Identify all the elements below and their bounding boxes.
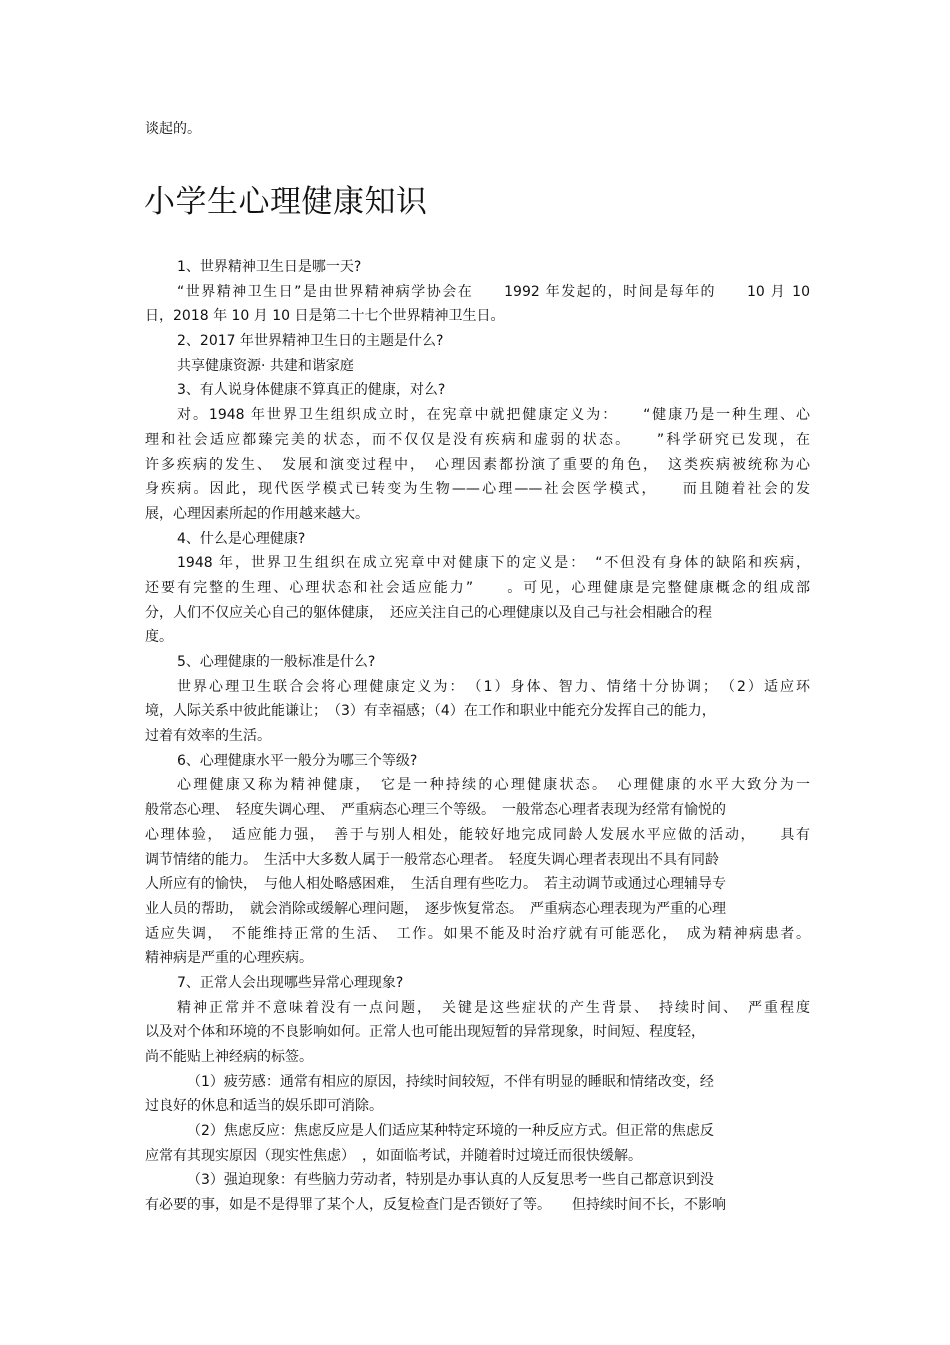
text-line: 许多疾病的发生、 发展和演变过程中， 心理因素都扮演了重要的角色， 这类疾病被统称为心 xyxy=(145,456,810,473)
text-line: 6、心理健康水平一般分为哪三个等级? xyxy=(177,752,418,769)
text-line: （1）疲劳感：通常有相应的原因，持续时间较短，不伴有明显的睡眠和情绪改变，经 xyxy=(187,1073,714,1090)
text-line: （3）强迫现象：有些脑力劳动者，特别是办事认真的人反复思考一些自己都意识到没 xyxy=(187,1172,714,1189)
text-line: 对。1948 年世界卫生组织成立时，在宪章中就把健康定义为： “健康乃是一种生理、心 xyxy=(177,407,810,424)
page-title: 小学生心理健康知识 xyxy=(144,184,428,220)
text-line: 应常有其现实原因（现实性焦虑） ，如面临考试，并随着时过境迁而很快缓解。 xyxy=(145,1147,642,1164)
text-line: 理和社会适应都臻完美的状态，而不仅仅是没有疾病和虚弱的状态。 ”科学研究已发现，在 xyxy=(145,431,810,448)
text-line: 人所应有的愉快， 与他人相处略感困难， 生活自理有些吃力。 若主动调节或通过心理辅导专 xyxy=(145,876,726,893)
text-line: （2）焦虑反应：焦虑反应是人们适应某种特定环境的一种反应方式。但正常的焦虑反 xyxy=(187,1123,714,1140)
text-line: 以及对个体和环境的不良影响如何。正常人也可能出现短暂的异常现象，时间短、程度轻， xyxy=(145,1024,705,1041)
text-line: 共享健康资源· 共建和谐家庭 xyxy=(177,357,354,374)
text-line: 过良好的休息和适当的娱乐即可消除。 xyxy=(145,1098,383,1115)
text-line: 尚不能贴上神经病的标签。 xyxy=(145,1049,313,1065)
text-line: 身疾病。因此，现代医学模式已转变为生物——心理——社会医学模式， 而且随着社会的发 xyxy=(145,481,810,498)
text-line: 还要有完整的生理、心理状态和社会适应能力” 。可见，心理健康是完整健康概念的组成部 xyxy=(145,579,810,596)
text-line: 3、有人说身体健康不算真正的健康，对么? xyxy=(177,382,446,399)
text-line: 1948 年，世界卫生组织在成立宪章中对健康下的定义是： “不但没有身体的缺陷和疾病， xyxy=(177,555,810,572)
text-line: 心理健康又称为精神健康， 它是一种持续的心理健康状态。 心理健康的水平大致分为一 xyxy=(177,777,810,794)
text-line: 业人员的帮助， 就会消除或缓解心理问题， 逐步恢复常态。 严重病态心理表现为严重的心理 xyxy=(145,900,726,917)
document-body xyxy=(145,255,810,1218)
text-line: 调节情绪的能力。 生活中大多数人属于一般常态心理者。 轻度失调心理者表现出不具有同龄 xyxy=(145,851,719,868)
text-line: 5、心理健康的一般标准是什么? xyxy=(177,654,376,670)
text-line: 2、2017 年世界精神卫生日的主题是什么? xyxy=(177,333,444,350)
text-line: 过着有效率的生活。 xyxy=(145,728,271,745)
text-line: “世界精神卫生日”是由世界精神病学协会在 1992 年发起的，时间是每年的 10 月 10 xyxy=(177,283,810,300)
text-line: 般常态心理、 轻度失调心理、 严重病态心理三个等级。 一般常态心理者表现为经常有愉悦的 xyxy=(145,802,726,819)
text-line: 日，2018 年 10 月 10 日是第二十七个世界精神卫生日。 xyxy=(145,308,505,325)
text-line: 有必要的事，如是不是得罪了某个人，反复检查门是否锁好了等。 但持续时间不长，不影响 xyxy=(145,1197,726,1214)
text-line: 精神正常并不意味着没有一点问题， 关键是这些症状的产生背景、 持续时间、 严重程度 xyxy=(177,999,810,1016)
carryover-text: 谈起的。 xyxy=(145,121,201,137)
text-line: 适应失调， 不能维持正常的生活、 工作。如果不能及时治疗就有可能恶化， 成为精神病患者。 xyxy=(145,925,810,942)
text-line: 7、正常人会出现哪些异常心理现象? xyxy=(177,974,404,991)
text-line: 4、什么是心理健康? xyxy=(177,530,306,547)
text-line: 展，心理因素所起的作用越来越大。 xyxy=(145,505,369,522)
text-line: 精神病是严重的心理疾病。 xyxy=(145,950,313,967)
text-line: 1、世界精神卫生日是哪一天? xyxy=(177,259,362,275)
text-line: 分，人们不仅应关心自己的躯体健康， 还应关注自己的心理健康以及自己与社会相融合的程 xyxy=(145,604,712,621)
text-line: 心理体验， 适应能力强， 善于与别人相处，能较好地完成同龄人发展水平应做的活动， 具有 xyxy=(145,826,810,843)
text-line: 境，人际关系中彼此能谦让； （3）有幸福感；（4）在工作和职业中能充分发挥自己的能力， xyxy=(145,703,716,720)
text-line: 世界心理卫生联合会将心理健康定义为： （1）身体、智力、情绪十分协调； （2）适应环 xyxy=(177,678,810,695)
text-line: 度。 xyxy=(145,629,173,646)
